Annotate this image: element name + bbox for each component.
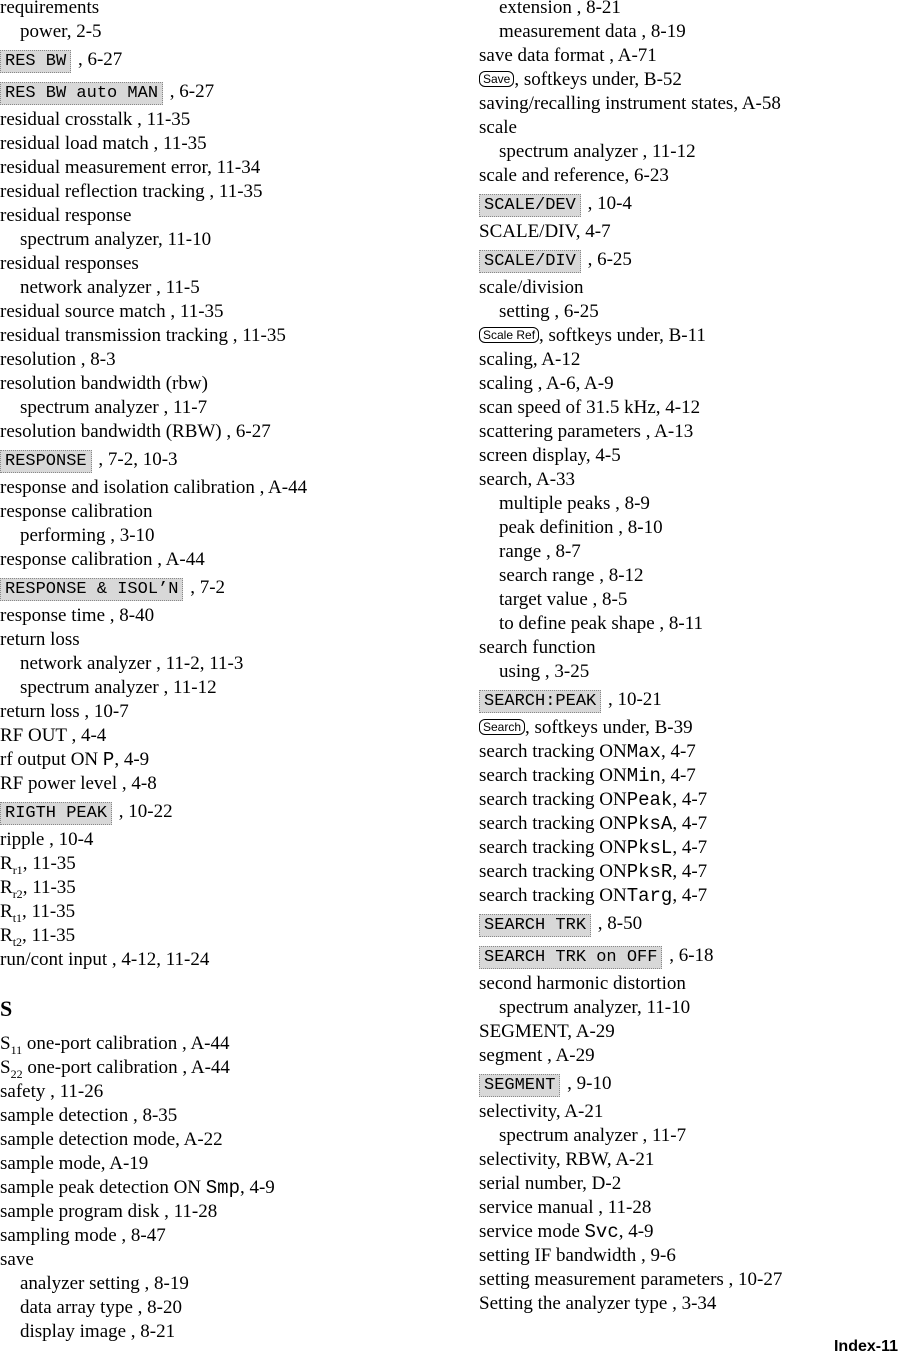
symbol-subscript: r1 [12,863,23,877]
index-entry: SCALE/DIV, 4-7 [479,221,611,242]
index-entry-softkey [0,572,460,604]
symbol-base: R [0,877,13,898]
screen-annotation: Peak [626,789,673,811]
index-entry-code [0,748,460,772]
screen-annotation: Targ [626,885,673,907]
index-column-right [479,0,899,1316]
index-entry-subscript [0,1056,460,1080]
entry-text: search tracking ON [479,765,627,786]
entry-reference: , 4-7 [672,837,708,858]
entry-reference: , 11-35 [22,853,76,874]
entry-reference: , 4-7 [672,813,708,834]
index-entry: selectivity, A-21 [479,1101,604,1122]
screen-annotation: Svc [584,1221,619,1243]
index-subentry: performing , 3-10 [20,525,155,546]
softkey-label: SCALE/DEV [479,194,581,217]
index-entry: scale and reference, 6-23 [479,165,669,186]
entry-reference: , 7-2 [190,577,226,598]
index-entry: RF OUT , 4-4 [0,725,107,746]
index-entry-subscript [0,1032,460,1056]
index-subentry: target value , 8-5 [499,589,628,610]
index-entry: scattering parameters , A-13 [479,421,694,442]
index-entry: resolution bandwidth (RBW) , 6-27 [0,421,271,442]
index-entry-code [479,860,899,884]
entry-reference: , 10-22 [118,801,173,822]
index-subentry: range , 8-7 [499,541,581,562]
entry-text: search tracking ON [479,885,627,906]
index-entry-code [479,884,899,908]
symbol-subscript: t1 [12,911,23,925]
entry-reference: , 4-7 [660,765,696,786]
index-entry-hardkey [479,68,899,92]
softkey-label: SEGMENT [479,1074,560,1097]
entry-reference: , 8-50 [597,913,643,934]
index-subentry: multiple peaks , 8-9 [499,493,650,514]
symbol-subscript: 22 [10,1067,23,1081]
index-subentry: network analyzer , 11-5 [20,277,200,298]
page-number: Index-11 [833,1338,898,1355]
index-entry: save [0,1249,34,1270]
index-entry: setting measurement parameters , 10-27 [479,1269,783,1290]
index-entry-softkey [0,44,460,76]
entry-reference: , 4-9 [114,749,150,770]
index-entry: residual transmission tracking , 11-35 [0,325,286,346]
entry-reference: , 11-35 [22,877,76,898]
index-subentry: display image , 8-21 [20,1321,176,1342]
index-entry-softkey [479,684,899,716]
symbol-base: R [0,925,13,946]
entry-reference: , 4-7 [660,741,696,762]
entry-text: sample peak detection ON [0,1177,206,1198]
symbol-subscript: 11 [10,1043,23,1057]
index-entry-softkey [0,796,460,828]
entry-reference: , 10-4 [587,193,632,214]
index-entry: setting IF bandwidth , 9-6 [479,1245,676,1266]
symbol-base: S [0,1033,11,1054]
entry-reference: , softkeys under, B-39 [525,717,693,738]
index-subentry: search range , 8-12 [499,565,644,586]
index-entry: screen display, 4-5 [479,445,621,466]
softkey-label: SEARCH TRK on OFF [479,946,662,969]
symbol-subscript: r2 [12,887,23,901]
index-entry: Setting the analyzer type , 3-34 [479,1293,717,1314]
index-entry: search, A-33 [479,469,576,490]
entry-reference: , 11-35 [22,925,76,946]
index-entry: residual response [0,205,132,226]
index-entry: response time , 8-40 [0,605,155,626]
index-entry-softkey [0,444,460,476]
index-entry: residual responses [0,253,139,274]
index-entry: response calibration [0,501,153,522]
index-entry-code [479,812,899,836]
softkey-label: SEARCH:PEAK [479,690,601,713]
index-entry: scaling, A-12 [479,349,581,370]
index-entry: resolution , 8-3 [0,349,116,370]
index-entry: resolution bandwidth (rbw) [0,373,208,394]
screen-annotation: PksL [626,837,673,859]
index-entry: scale [479,117,517,138]
index-subentry: using , 3-25 [499,661,590,682]
entry-text: rf output ON [0,749,103,770]
softkey-label: RESPONSE & ISOL’N [0,578,183,601]
index-entry-hardkey [479,716,899,740]
index-entry-softkey [479,940,899,972]
softkey-label: SEARCH TRK [479,914,591,937]
screen-annotation: Max [626,741,661,763]
hardkey-label: Save [479,71,514,87]
index-subentry: spectrum analyzer, 11-10 [499,997,691,1018]
entry-reference: , 6-25 [587,249,632,270]
hardkey-label: Search [479,719,525,735]
index-entry: search function [479,637,596,658]
index-subentry: measurement data , 8-19 [499,21,686,42]
index-subentry: network analyzer , 11-2, 11-3 [20,653,244,674]
index-entry-softkey [479,908,899,940]
index-subentry: spectrum analyzer , 11-12 [499,141,696,162]
index-entry: sample mode, A-19 [0,1153,149,1174]
entry-reference: , 10-21 [607,689,662,710]
index-entry-hardkey [479,324,899,348]
index-subentry: spectrum analyzer , 11-7 [499,1125,687,1146]
index-entry-code [479,788,899,812]
index-entry: saving/recalling instrument states, A-58 [479,93,781,114]
entry-reference: , 4-9 [239,1177,275,1198]
index-subentry: spectrum analyzer, 11-10 [20,229,212,250]
index-entry: requirements [0,0,100,18]
index-entry: response and isolation calibration , A-44 [0,477,308,498]
index-entry-subscript [0,852,460,876]
entry-reference: , 6-27 [169,81,215,102]
index-subentry: spectrum analyzer , 11-7 [20,397,208,418]
index-entry-subscript [0,924,460,948]
softkey-label: RES BW [0,50,71,73]
entry-reference: one-port calibration , A-44 [22,1033,230,1054]
index-entry: residual measurement error, 11-34 [0,157,261,178]
index-entry-softkey [479,244,899,276]
softkey-label: RES BW auto MAN [0,82,163,105]
index-entry: SEGMENT, A-29 [479,1021,615,1042]
index-subentry: data array type , 8-20 [20,1297,182,1318]
index-entry: RF power level , 4-8 [0,773,157,794]
section-heading: S [0,996,13,1021]
index-entry-code [479,836,899,860]
symbol-base: R [0,853,13,874]
index-entry-code [479,740,899,764]
index-subentry: power, 2-5 [20,21,102,42]
screen-annotation: PksR [626,861,673,883]
index-entry: scale/division [479,277,584,298]
entry-reference: , 4-9 [618,1221,654,1242]
entry-reference: , 6-18 [669,945,714,966]
index-subentry: extension , 8-21 [499,0,621,18]
index-entry: run/cont input , 4-12, 11-24 [0,949,210,970]
entry-reference: one-port calibration , A-44 [22,1057,230,1078]
entry-reference: , 4-7 [672,789,708,810]
index-entry: service manual , 11-28 [479,1197,652,1218]
index-entry: return loss , 10-7 [0,701,129,722]
screen-annotation: Smp [205,1177,240,1199]
symbol-base: S [0,1057,11,1078]
entry-text: search tracking ON [479,837,627,858]
index-entry: residual reflection tracking , 11-35 [0,181,263,202]
index-entry: scan speed of 31.5 kHz, 4-12 [479,397,701,418]
index-entry-code [479,1220,899,1244]
index-entry: sample detection , 8-35 [0,1105,178,1126]
entry-reference: , softkeys under, B-11 [539,325,706,346]
symbol-subscript: t2 [12,935,23,949]
entry-reference: , 9-10 [567,1073,612,1094]
index-entry: sample program disk , 11-28 [0,1201,218,1222]
index-entry: ripple , 10-4 [0,829,94,850]
index-entry-subscript [0,876,460,900]
entry-reference: , 7-2, 10-3 [98,449,178,470]
index-subentry: setting , 6-25 [499,301,599,322]
index-entry: sample detection mode, A-22 [0,1129,223,1150]
index-entry: residual crosstalk , 11-35 [0,109,191,130]
entry-text: search tracking ON [479,813,627,834]
entry-text: service mode [479,1221,585,1242]
index-entry-softkey [0,76,460,108]
index-entry-code [479,764,899,788]
index-subentry: spectrum analyzer , 11-12 [20,677,217,698]
entry-reference: , 11-35 [22,901,76,922]
index-entry: scaling , A-6, A-9 [479,373,614,394]
index-subentry: to define peak shape , 8-11 [499,613,703,634]
entry-reference: , 4-7 [672,885,708,906]
entry-text: search tracking ON [479,861,627,882]
index-entry-softkey [479,188,899,220]
index-entry: safety , 11-26 [0,1081,104,1102]
softkey-label: RIGTH PEAK [0,802,112,825]
index-entry-softkey [479,1068,899,1100]
index-entry: residual load match , 11-35 [0,133,207,154]
entry-reference: , 6-27 [77,49,123,70]
index-entry: sampling mode , 8-47 [0,1225,166,1246]
index-entry: segment , A-29 [479,1045,595,1066]
screen-annotation: Min [626,765,661,787]
index-subentry: peak definition , 8-10 [499,517,663,538]
softkey-label: SCALE/DIV [479,250,581,273]
index-entry: save data format , A-71 [479,45,657,66]
entry-reference: , 4-7 [672,861,708,882]
index-entry-code [0,1176,460,1200]
index-subentry: analyzer setting , 8-19 [20,1273,189,1294]
entry-text: search tracking ON [479,741,627,762]
index-entry: second harmonic distortion [479,973,686,994]
entry-text: search tracking ON [479,789,627,810]
screen-annotation: P [102,749,115,771]
screen-annotation: PksA [626,813,673,835]
index-entry: selectivity, RBW, A-21 [479,1149,655,1170]
symbol-base: R [0,901,13,922]
index-entry: return loss [0,629,80,650]
index-entry: serial number, D-2 [479,1173,622,1194]
index-entry: residual source match , 11-35 [0,301,224,322]
entry-reference: , softkeys under, B-52 [514,69,682,90]
index-entry: response calibration , A-44 [0,549,205,570]
hardkey-label: Scale Ref [479,327,539,343]
index-entry-subscript [0,900,460,924]
softkey-label: RESPONSE [0,450,92,473]
